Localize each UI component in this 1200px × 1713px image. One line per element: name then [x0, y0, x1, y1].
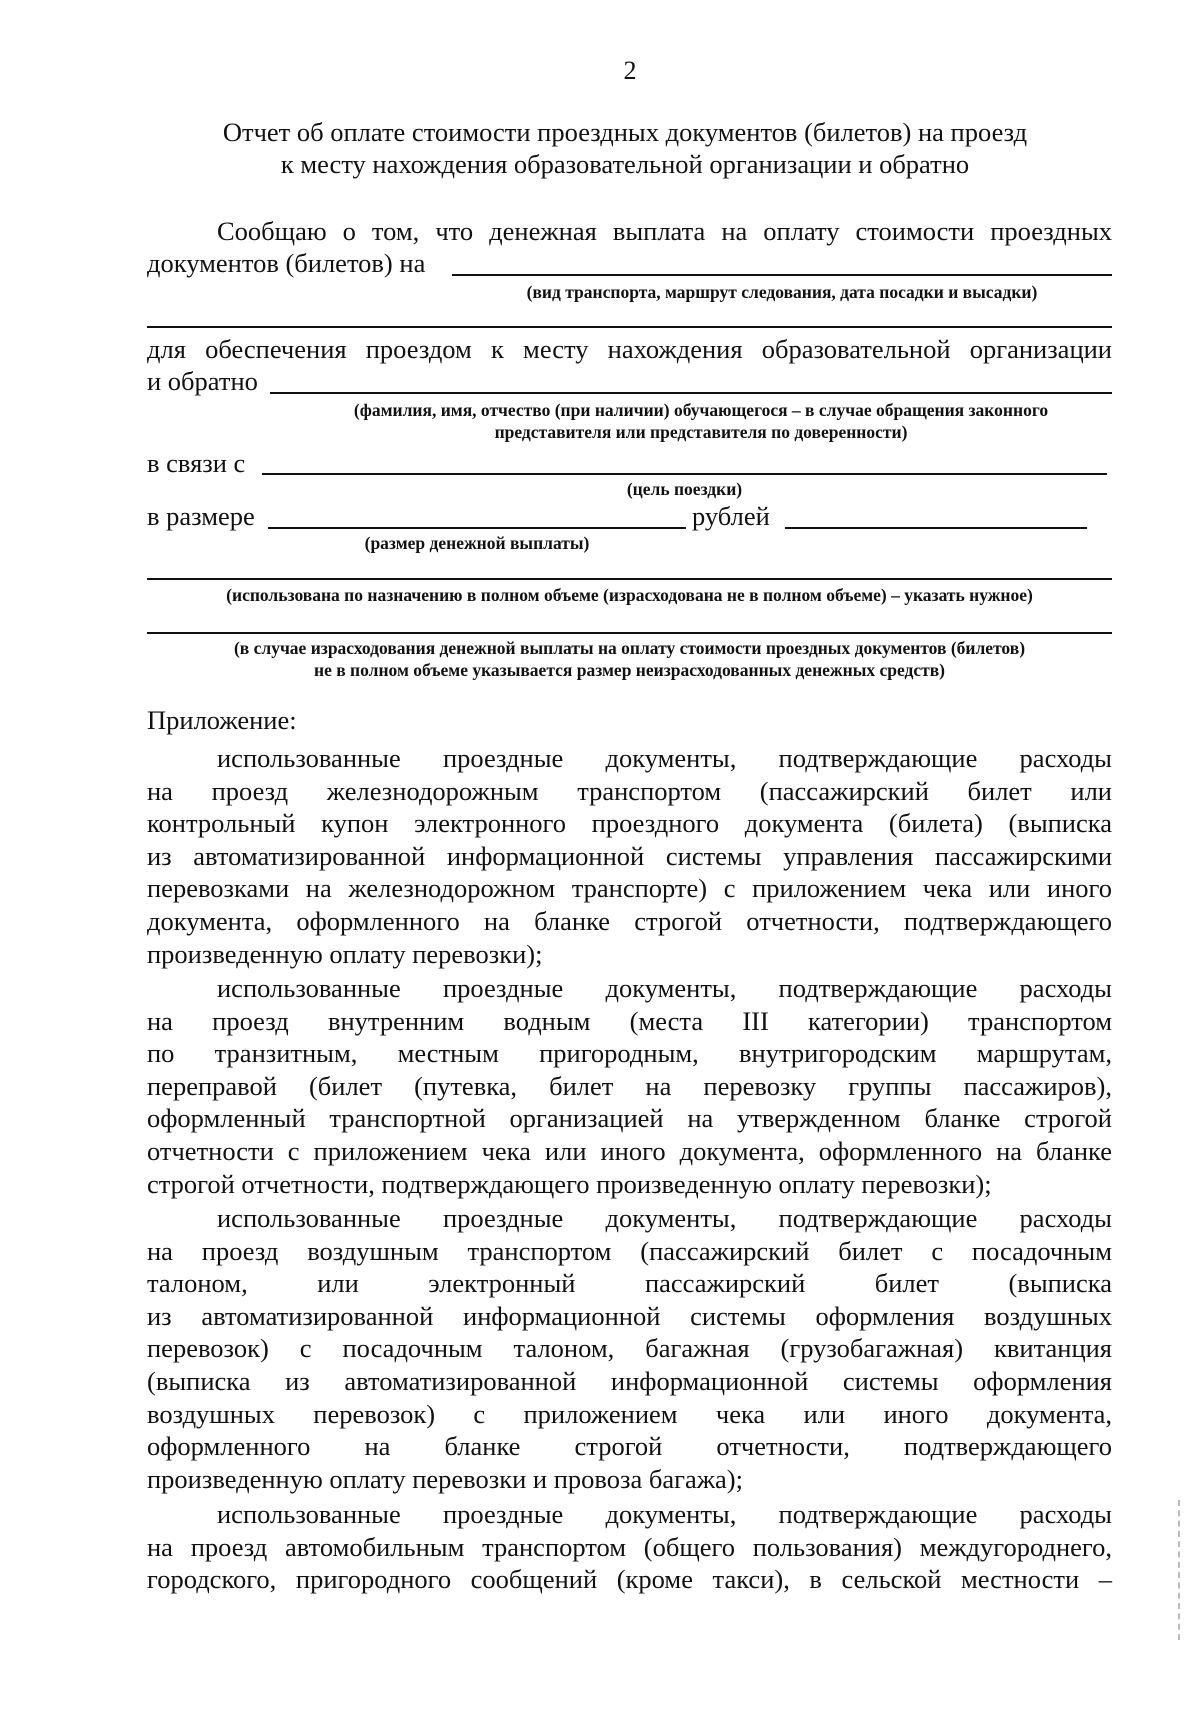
form-label-rubles: рублей — [692, 501, 770, 531]
text-line: документа, оформленного на бланке строгой отчетности, подтверждающего — [147, 905, 1112, 936]
form-label-return: и обратно — [147, 366, 258, 396]
form-label-reason: в связи с — [147, 448, 246, 478]
field-transport[interactable] — [452, 274, 1112, 276]
field-remaining[interactable] — [147, 632, 1112, 634]
appendix-paragraph-water — [147, 972, 1112, 1200]
text-line: из автоматизированной информационной системы управления пассажирскими — [147, 840, 1112, 871]
appendix-heading: Приложение: — [147, 705, 297, 735]
text-line: использованные проездные документы, подтверждающие расходы — [217, 1203, 1112, 1233]
text-line: использованные проездные документы, подтверждающие расходы — [217, 1499, 1112, 1529]
text-line: (выписка из автоматизированной информационной системы оформления — [147, 1365, 1112, 1396]
text-line: на проезд автомобильным транспортом (общего пользования) междугороднего, — [147, 1531, 1112, 1562]
field-usage[interactable] — [147, 578, 1112, 580]
text-line: городского, пригородного сообщений (кроме такси), в сельской местности – — [147, 1564, 1112, 1595]
field-transport-continued[interactable] — [147, 326, 1112, 328]
appendix-paragraph-rail — [147, 742, 1112, 970]
form-line-3: для обеспечения проездом к месту нахождения образовательной организации — [147, 334, 1112, 364]
text-line: по транзитным, местным пригородным, внутригородским маршрутам, — [147, 1038, 1112, 1069]
caption-fio-1: (фамилия, имя, отчество (при наличии) обучающегося – в случае обращения законного — [353, 400, 1049, 420]
caption-fio-2: представителя или представителя по доверенности) — [494, 422, 908, 442]
form-label-amount: в размере — [147, 501, 255, 531]
page-number: 2 — [623, 56, 637, 85]
text-line: произведенную оплату перевозки и провоза багажа); — [147, 1463, 743, 1494]
text-line: использованные проездные документы, подтверждающие расходы — [217, 973, 1112, 1003]
title-line-2: к месту нахождения образовательной организации и обратно — [280, 149, 970, 179]
form-line-1: Сообщаю о том, что денежная выплата на оплату стоимости проездных — [217, 216, 1112, 246]
text-line: оформленного на бланке строгой отчетности, подтверждающего — [147, 1431, 1112, 1462]
text-line: переправой (билет (путевка, билет на перевозку группы пассажиров), — [147, 1070, 1112, 1101]
text-line: оформленный транспортной организацией на утвержденном бланке строгой — [147, 1103, 1112, 1134]
text-line: контрольный купон электронного проездного документа (билета) (выписка — [147, 808, 1112, 839]
text-line: талоном, или электронный пассажирский билет (выписка — [147, 1268, 1112, 1299]
caption-transport: (вид транспорта, маршрут следования, дата посадки и высадки) — [526, 282, 1038, 302]
scan-edge-mark — [1178, 1500, 1180, 1640]
text-line: перевозками на железнодорожном транспорте) с приложением чека или иного — [147, 873, 1112, 904]
appendix-paragraph-air — [147, 1202, 1112, 1495]
text-line: строгой отчетности, подтверждающего произведенную оплату перевозки); — [147, 1168, 992, 1199]
document-title — [130, 116, 1120, 180]
field-student-name[interactable] — [270, 392, 1112, 394]
caption-used: (использована по назначению в полном объеме (израсходована не в полном объеме) – указать нужное) — [226, 585, 1033, 605]
field-amount-kopecks[interactable] — [785, 527, 1087, 529]
caption-rest-2: не в полном объеме указывается размер неизрасходованных денежных средств) — [313, 660, 946, 680]
text-line: отчетности с приложением чека или иного документа, оформленного на бланке — [147, 1135, 1112, 1166]
text-line: на проезд внутренним водным (места III категории) транспортом — [147, 1005, 1112, 1036]
form-label-tickets: документов (билетов) на — [147, 248, 426, 278]
text-line: из автоматизированной информационной системы оформления воздушных — [147, 1300, 1112, 1331]
text-line: на проезд железнодорожным транспортом (пассажирский билет или — [147, 775, 1112, 806]
text-line: на проезд воздушным транспортом (пассажирский билет с посадочным — [147, 1235, 1112, 1266]
text-line: произведенную оплату перевозки); — [147, 938, 543, 969]
appendix-paragraph-auto — [147, 1498, 1112, 1596]
field-purpose[interactable] — [262, 473, 1107, 475]
title-line-1: Отчет об оплате стоимости проездных документов (билетов) на проезд — [222, 117, 1028, 147]
caption-amount: (размер денежной выплаты) — [364, 533, 590, 553]
text-line: воздушных перевозок) с приложением чека или иного документа, — [147, 1398, 1112, 1429]
caption-purpose: (цель поездки) — [626, 479, 743, 499]
field-amount[interactable] — [268, 527, 686, 529]
caption-rest-1: (в случае израсходования денежной выплаты на оплату стоимости проездных документов (билетов) — [233, 638, 1026, 658]
text-line: перевозок) с посадочным талоном, багажная (грузобагажная) квитанция — [147, 1333, 1112, 1364]
text-line: использованные проездные документы, подтверждающие расходы — [217, 743, 1112, 773]
